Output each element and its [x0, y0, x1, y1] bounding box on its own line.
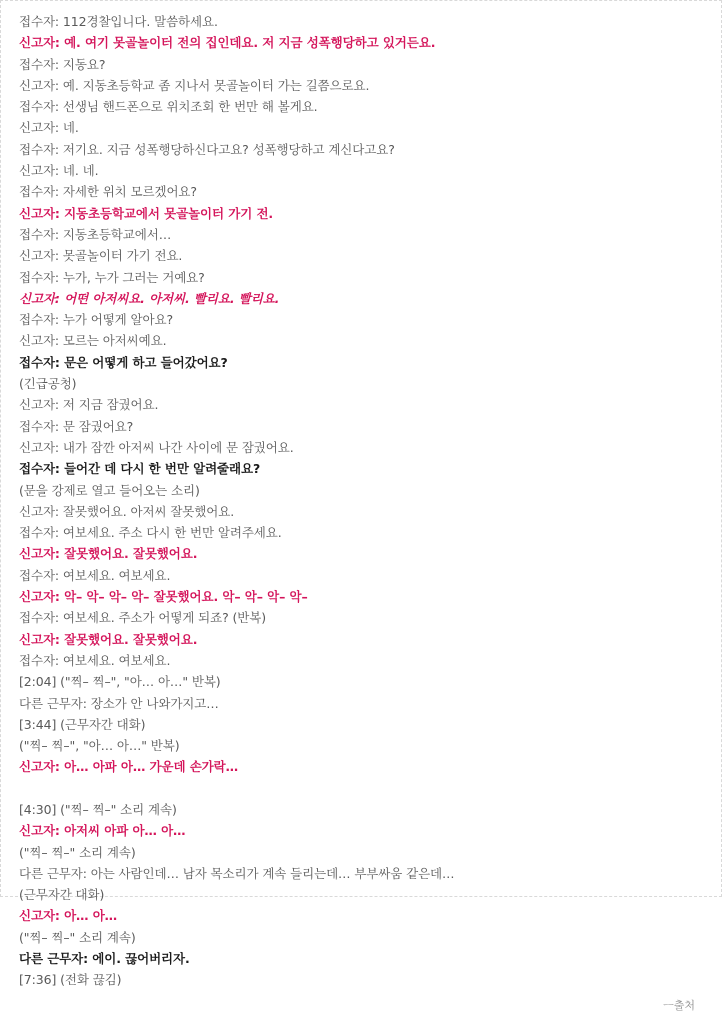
transcript-line: 접수자: 문 잠궜어요? [19, 418, 134, 434]
transcript-spacer [19, 778, 709, 799]
transcript-line: 접수자: 여보세요. 여보세요. [19, 652, 171, 668]
transcript-line: [3:44] (근무자간 대화) [19, 716, 146, 732]
transcript-line: 신고자: 잘못했어요. 잘못했어요. [19, 631, 198, 647]
transcript-line: 다른 근무자: 장소가 안 나와가지고… [19, 695, 219, 711]
transcript-line: 접수자: 문은 어떻게 하고 들어갔어요? [19, 354, 228, 370]
transcript-line: 신고자: 네. [19, 120, 79, 136]
transcript-line: 신고자: 지동초등학교에서 못골놀이터 가기 전. [19, 205, 274, 221]
transcript-line: 접수자: 누가 어떻게 알아요? [19, 312, 173, 328]
transcript-line: [4:30] ("찍– 찍–" 소리 계속) [19, 801, 177, 817]
transcript-line: 접수자: 선생님 핸드폰으로 위치조회 한 번만 해 볼게요. [19, 99, 318, 115]
transcript-line: 접수자: 누가, 누가 그러는 거예요? [19, 269, 205, 285]
transcript-line: 접수자: 여보세요. 주소 다시 한 번만 알려주세요. [19, 525, 282, 541]
transcript-line: 다른 근무자: 아는 사람인데… 남자 목소리가 계속 들리는데… 부부싸움 같은데… [19, 865, 455, 881]
transcript-line: (문을 강제로 열고 들어오는 소리) [19, 482, 200, 498]
transcript-line: 접수자: 저기요. 지금 성폭행당하신다고요? 성폭행당하고 계신다고요? [19, 141, 395, 157]
call-transcript [19, 11, 709, 991]
transcript-line: 신고자: 아저씨 아파 아… 아… [19, 823, 186, 839]
transcript-line: 접수자: 자세한 위치 모르겠어요? [19, 184, 197, 200]
transcript-line: [2:04] ("찍– 찍–", "아… 아…" 반복) [19, 674, 221, 690]
transcript-line: 신고자: 예. 여기 못골놀이터 전의 집인데요. 저 지금 성폭행당하고 있거든요. [19, 35, 436, 51]
transcript-line: 신고자: 아… 아파 아… 가운데 손가락… [19, 759, 239, 775]
transcript-line: 접수자: 112경찰입니다. 말씀하세요. [19, 14, 218, 29]
transcript-line: 신고자: 아… 아… [19, 908, 118, 924]
transcript-line: 신고자: 저 지금 잠궜어요. [19, 397, 159, 413]
transcript-line: 신고자: 악– 악– 악– 악– 잘못했어요. 악– 악– 악– 악– [19, 589, 308, 605]
transcript-line: 접수자: 여보세요. 주소가 어떻게 되죠? (반복) [19, 610, 267, 626]
transcript-line: 신고자: 네. 네. [19, 163, 99, 179]
transcript-line: 신고자: 어떤 아저씨요. 아저씨. 빨리요. 빨리요. [19, 290, 280, 306]
transcript-line: 신고자: 잘못했어요. 잘못했어요. [19, 546, 198, 562]
transcript-line: ("찍– 찍–", "아… 아…" 반복) [19, 738, 180, 754]
transcript-line: 신고자: 잘못했어요. 아저씨 잘못했어요. [19, 503, 235, 519]
transcript-line: 다른 근무자: 에이. 끊어버리자. [19, 951, 190, 967]
transcript-line: 접수자: 지동요? [19, 56, 106, 72]
transcript-line: 접수자: 지동초등학교에서… [19, 226, 172, 242]
transcript-line: 신고자: 예. 지동초등학교 좀 지나서 못골놀이터 가는 길쯤으로요. [19, 77, 370, 93]
transcript-line: 접수자: 들어간 데 다시 한 번만 알려줄래요? [19, 461, 261, 477]
transcript-line: (근무자간 대화) [19, 887, 105, 903]
transcript-line: 신고자: 모르는 아저씨예요. [19, 333, 167, 349]
transcript-line: 신고자: 내가 잠깐 아저씨 나간 사이에 문 잠궜어요. [19, 439, 294, 455]
transcript-line: [7:36] (전화 끊김) [19, 972, 122, 988]
source-credit: ㅡ출처 [663, 998, 695, 1012]
transcript-line: 접수자: 여보세요. 여보세요. [19, 567, 171, 583]
transcript-line: (긴급공청) [19, 376, 77, 392]
transcript-line: ("찍– 찍–" 소리 계속) [19, 844, 136, 860]
transcript-line: ("찍– 찍–" 소리 계속) [19, 929, 136, 945]
transcript-line: 신고자: 못골놀이터 가기 전요. [19, 248, 183, 264]
